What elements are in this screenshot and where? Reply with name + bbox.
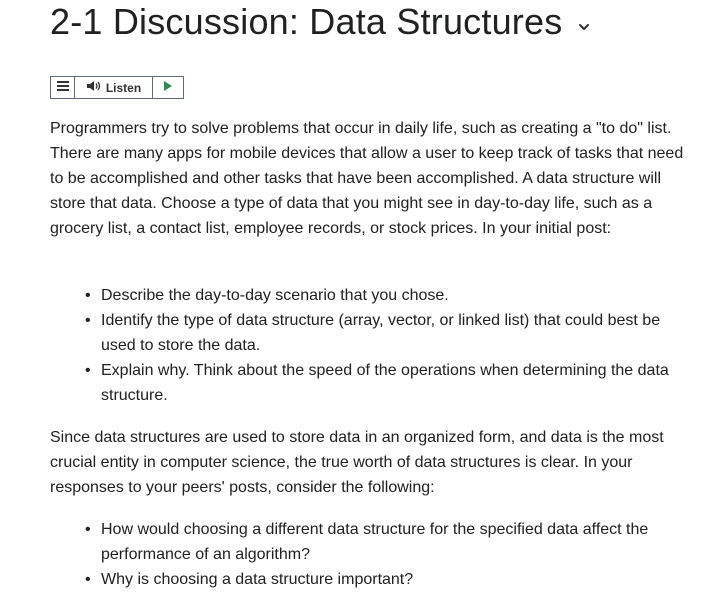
list-item: • How would choosing a different data structure for the specified data affect the performance of an algorithm? xyxy=(101,517,685,567)
page-title: 2-1 Discussion: Data Structures xyxy=(50,1,563,42)
speaker-icon xyxy=(86,80,102,95)
list-item: • Why is choosing a data structure important? xyxy=(101,567,685,592)
responses-list xyxy=(50,517,685,592)
listen-label: Listen xyxy=(105,80,142,95)
initial-post-list xyxy=(50,283,685,408)
intro-paragraph: Programmers try to solve problems that occur in daily life, such as creating a "to do" list. There are many apps for mobile devices that allow a user to keep track of tasks that need to be accomplished and other tasks that have been accomplished. A data structure will store that data. Choose a type of data that you might see in day-to-day life, such as a grocery list, a contact list, employee records, or stock prices. In your initial post: xyxy=(50,120,684,237)
discussion-content xyxy=(50,116,685,592)
chevron-down-icon[interactable] xyxy=(578,19,590,29)
read-aloud-toolbar xyxy=(50,76,184,99)
menu-icon xyxy=(56,79,70,97)
play-button[interactable] xyxy=(153,77,183,98)
title-row xyxy=(50,2,590,42)
list-item: • Explain why. Think about the speed of the operations when determining the data structure. xyxy=(101,358,685,408)
responses-paragraph: Since data structures are used to store data in an organized form, and data is the most crucial entity in computer science, the true worth of data structures is clear. In your responses to your peers' posts, consider the following: xyxy=(50,429,664,496)
menu-button[interactable] xyxy=(51,77,75,98)
list-item: • Describe the day-to-day scenario that you chose. xyxy=(101,283,685,308)
play-icon xyxy=(163,79,173,97)
list-item: • Identify the type of data structure (array, vector, or linked list) that could best be used to store the data. xyxy=(101,308,685,358)
listen-button[interactable] xyxy=(75,77,153,98)
